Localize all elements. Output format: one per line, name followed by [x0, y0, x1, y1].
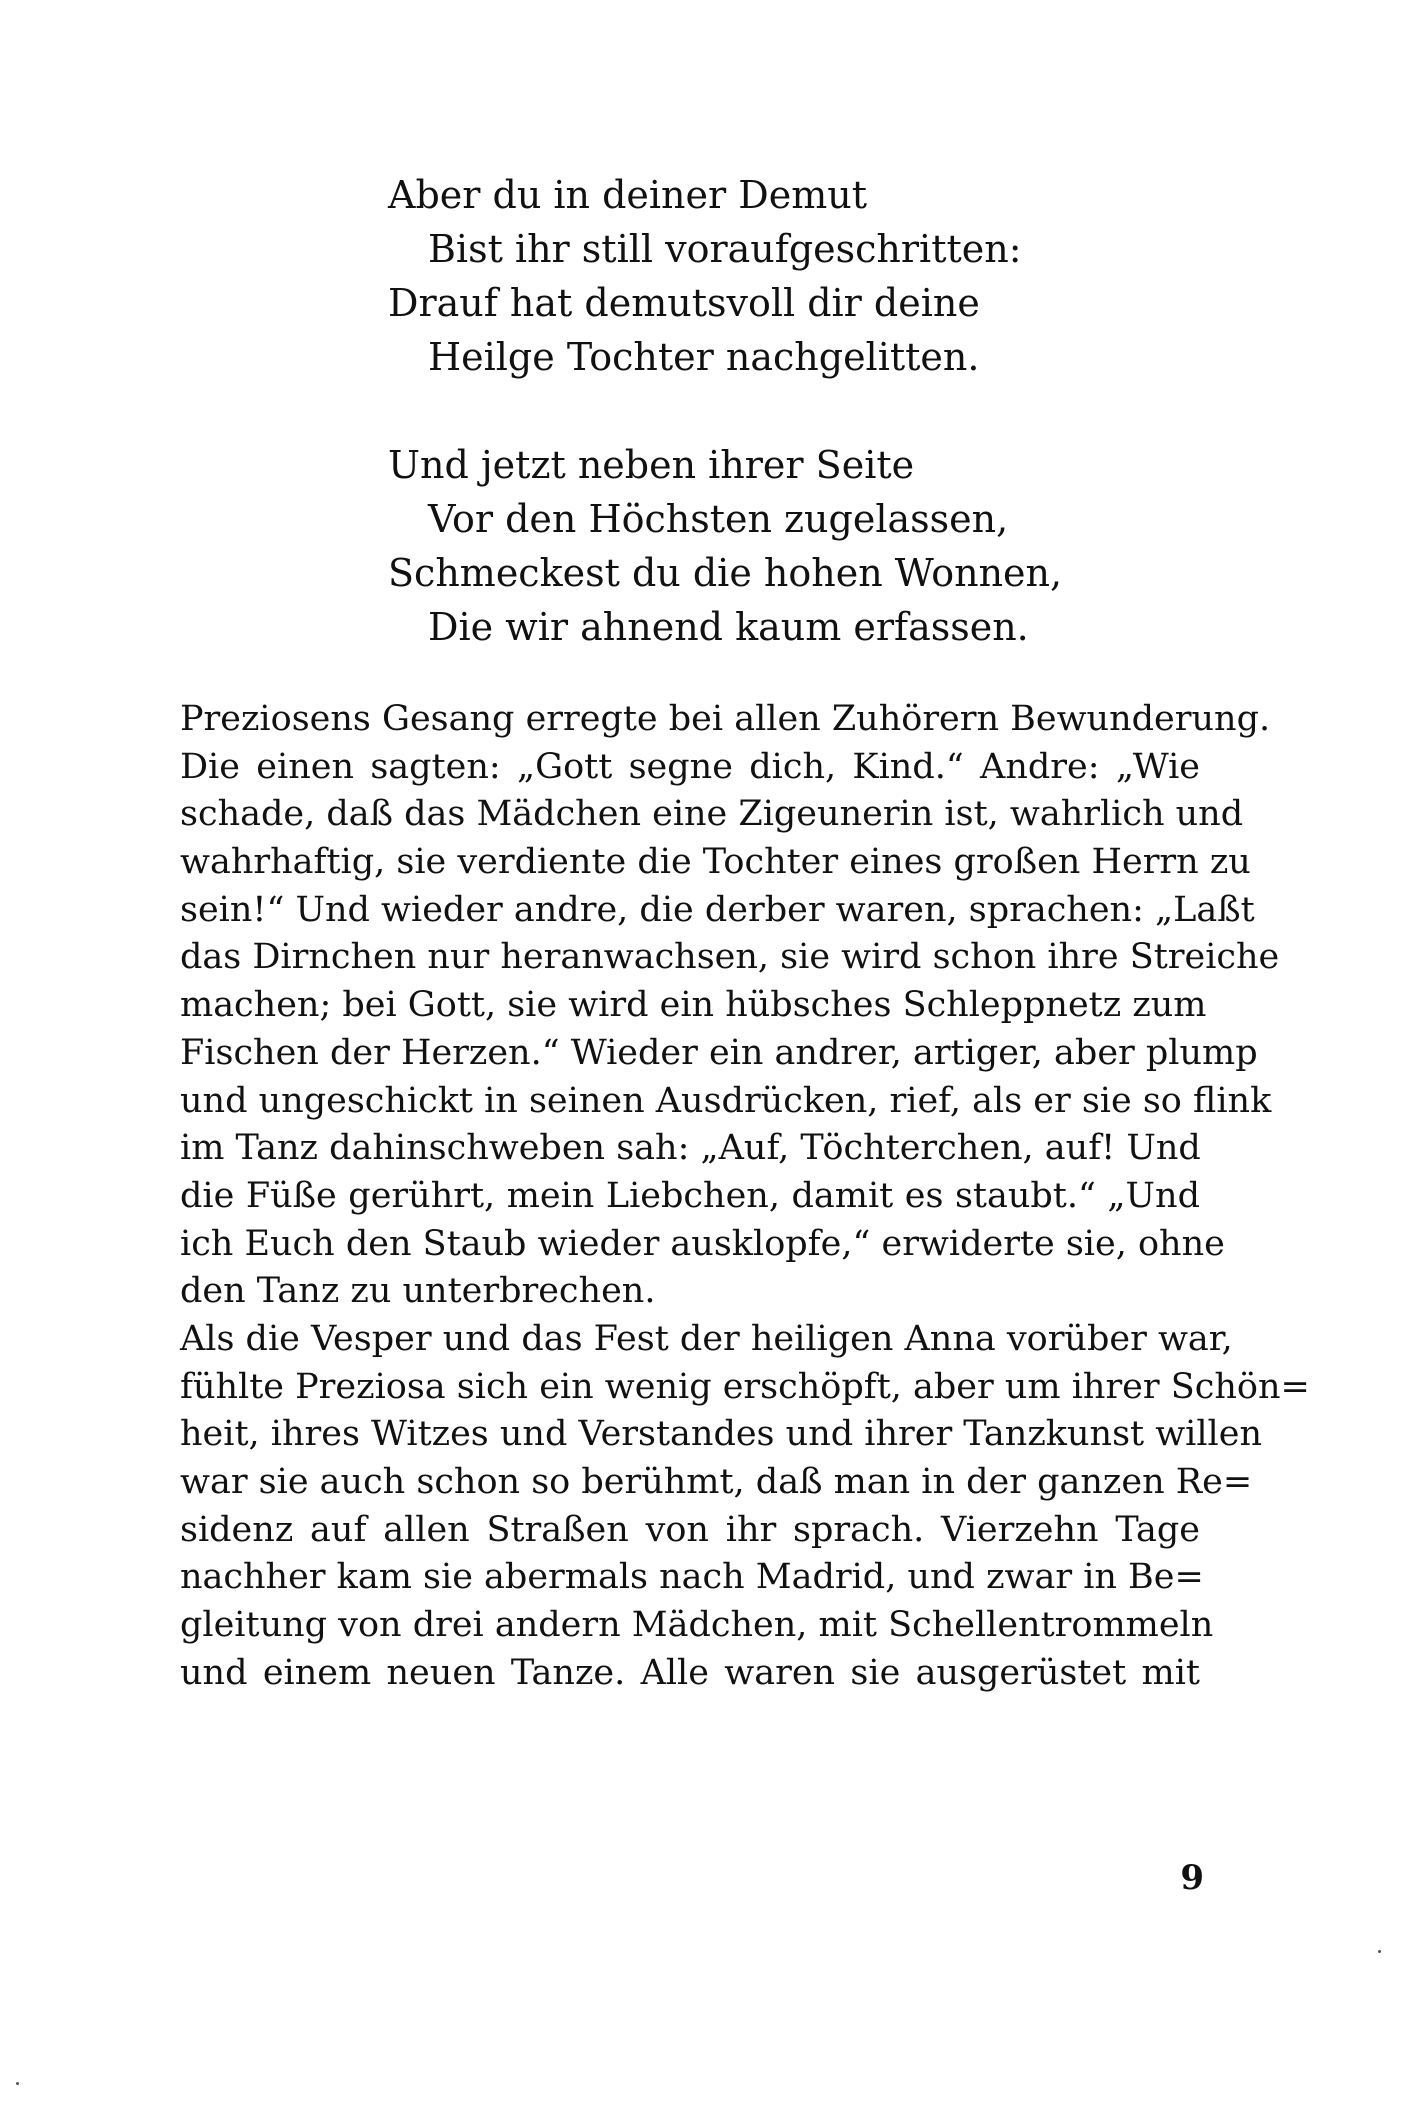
verse-line: Vor den Höchsten zugelassen,	[428, 497, 1009, 541]
prose-text	[180, 696, 1310, 1697]
prose-line: ich Euch den Staub wieder ausklopfe,“ erwiderte sie, ohne	[180, 1223, 1225, 1264]
verse-line: Heilge Tochter nachgelitten.	[428, 335, 980, 379]
verse-line: Aber du in deiner Demut	[388, 173, 867, 217]
prose-line: machen; bei Gott, sie wird ein hübsches Schleppnetz zum	[180, 985, 1207, 1026]
prose-line: sidenz auf allen Straßen von ihr sprach. Vierzehn Tage	[180, 1509, 1200, 1550]
verse-line: Die wir ahnend kaum erfassen.	[428, 605, 1029, 649]
prose-line: gleitung von drei andern Mädchen, mit Schellentrommeln	[180, 1605, 1214, 1646]
prose-line: Fischen der Herzen.“ Wieder ein andrer, artiger, aber plump	[180, 1032, 1258, 1073]
paper-speck	[16, 2082, 19, 2085]
prose-line: und einem neuen Tanze. Alle waren sie ausgerüstet mit	[180, 1652, 1200, 1693]
prose-line: war sie auch schon so berühmt, daß man in der ganzen Re=	[180, 1462, 1253, 1502]
prose-line: die Füße gerührt, mein Liebchen, damit es staubt.“ „Und	[180, 1175, 1200, 1216]
prose-line: das Dirnchen nur heranwachsen, sie wird schon ihre Streiche	[180, 937, 1280, 978]
prose-line: Die einen sagten: „Gott segne dich, Kind.“ Andre: „Wie	[180, 746, 1200, 787]
poem-stanza	[388, 438, 1148, 654]
prose-line: und ungeschickt in seinen Ausdrücken, rief, als er sie so flink	[180, 1080, 1272, 1121]
verse-line: Drauf hat demutsvoll dir deine	[388, 281, 980, 325]
prose-line: nachher kam sie abermals nach Madrid, und zwar in Be=	[180, 1557, 1204, 1598]
page-number: 9	[1180, 1858, 1204, 1898]
prose-line: heit, ihres Witzes und Verstandes und ihrer Tanzkunst willen	[180, 1414, 1263, 1455]
prose-line: schade, daß das Mädchen eine Zigeunerin ist, wahrlich und	[180, 794, 1244, 835]
prose-line: sein!“ Und wieder andre, die derber waren, sprachen: „Laßt	[180, 889, 1255, 930]
poem-stanza	[388, 168, 1148, 384]
verse-line: Bist ihr still voraufgeschritten:	[428, 227, 1022, 271]
verse-line: Schmeckest du die hohen Wonnen,	[388, 551, 1063, 595]
prose-line: Als die Vesper und das Fest der heiligen Anna vorüber war,	[180, 1318, 1233, 1359]
verse-line: Und jetzt neben ihrer Seite	[388, 443, 915, 487]
prose-line: fühlte Preziosa sich ein wenig erschöpft, aber um ihrer Schön=	[180, 1366, 1310, 1407]
prose-line: im Tanz dahinschweben sah: „Auf, Töchterchen, auf! Und	[180, 1128, 1201, 1169]
prose-line: Preziosens Gesang erregte bei allen Zuhörern Bewunderung.	[180, 699, 1271, 739]
prose-line: den Tanz zu unterbrechen.	[180, 1271, 656, 1312]
prose-line: wahrhaftig, sie verdiente die Tochter eines großen Herrn zu	[180, 842, 1251, 883]
paper-speck	[1378, 1950, 1381, 1953]
